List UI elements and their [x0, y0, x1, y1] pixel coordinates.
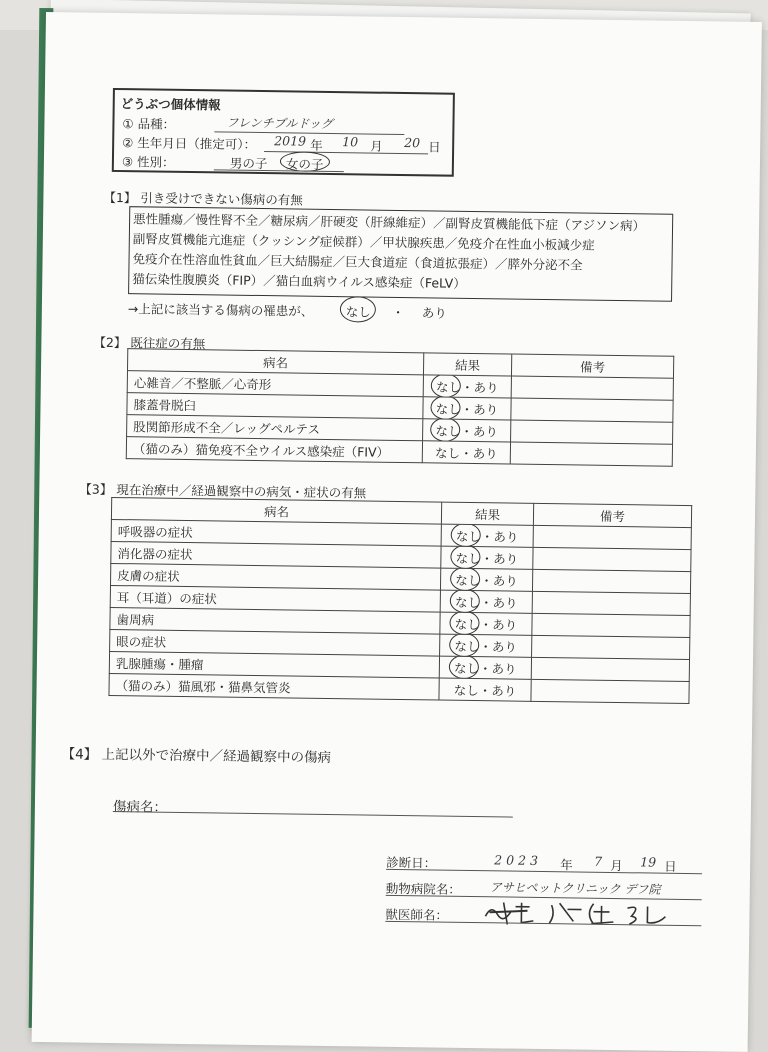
section3-row-name: 眼の症状 — [110, 629, 440, 656]
section2-row-name: （猫のみ）猫免疫不全ウイルス感染症（FIV） — [126, 437, 422, 463]
section3-row-result — [440, 634, 532, 657]
result-yes: あり — [492, 616, 518, 633]
section2-row-result — [423, 419, 511, 442]
result-yes: あり — [492, 572, 518, 589]
result-none: なし — [453, 660, 480, 676]
footer-date-day-unit: 日 — [664, 858, 677, 874]
footer-hospital-label: 動物病院名： — [385, 880, 461, 897]
breed-label: ① 品種： — [122, 116, 176, 132]
section4-disease-label: 傷病名： — [112, 799, 168, 816]
result-sep: ・ — [460, 423, 474, 439]
section1-answer-sep: ・ — [391, 304, 405, 321]
section1-answer-none: なし — [345, 304, 371, 320]
footer-date-month: 7 — [594, 853, 603, 869]
section1-disease-box — [128, 206, 673, 302]
result-sep: ・ — [480, 528, 494, 544]
section2-row-note — [511, 398, 673, 422]
footer-date-month-unit: 月 — [610, 857, 623, 874]
result-none: なし — [455, 550, 481, 566]
result-none: なし — [454, 638, 480, 654]
result-yes: あり — [473, 401, 499, 417]
birth-year: 2019 — [274, 133, 307, 149]
section2-col-result: 結果 — [423, 353, 511, 376]
section3-row-note — [531, 657, 689, 681]
footer-date-underline — [386, 869, 702, 874]
section4-disease-underline — [113, 811, 513, 818]
result-none: なし — [454, 616, 480, 632]
footer-date-label: 診断日： — [386, 854, 437, 871]
section4-heading: 【4】 上記以外で治療中／経過観察中の傷病 — [61, 746, 332, 767]
birth-day: 20 — [404, 135, 421, 151]
form-sheet — [32, 12, 762, 1052]
section2-row-name: 膝蓋骨脱臼 — [127, 393, 423, 419]
section1-line-1: 悪性腫瘍／慢性腎不全／糖尿病／肝硬変（肝線維症）／副腎皮質機能低下症（アジソン病） — [133, 211, 646, 234]
result-sep: ・ — [479, 616, 493, 632]
info-title: どうぶつ個体情報 — [120, 96, 221, 113]
result-yes: あり — [491, 682, 517, 699]
result-none: なし — [455, 528, 482, 544]
result-yes: あり — [472, 445, 498, 461]
footer-date-year-unit: 年 — [560, 857, 573, 873]
result-sep: ・ — [478, 682, 492, 698]
section3-row-note — [532, 613, 690, 637]
section3-row-name: 呼吸器の症状 — [111, 519, 441, 546]
section3-row-note — [533, 547, 691, 571]
footer-hospital-value: アサヒペットクリニック デフ院 — [489, 880, 661, 897]
section3-row-result — [440, 568, 532, 591]
footer-date-day: 19 — [640, 854, 657, 870]
section2-row-result — [423, 397, 511, 420]
sex-male: 男の子 — [229, 155, 268, 172]
section3-row-result — [440, 612, 532, 635]
result-yes: あり — [493, 528, 519, 545]
section3-row-result — [441, 524, 533, 547]
result-yes: あり — [473, 379, 499, 395]
section3-col-result: 結果 — [441, 502, 533, 525]
section3-row-note — [531, 679, 689, 703]
result-sep: ・ — [479, 638, 493, 654]
birth-month: 10 — [342, 134, 359, 150]
result-none: なし — [453, 682, 479, 698]
result-yes: あり — [493, 550, 519, 567]
section2-col-name: 病名 — [128, 349, 424, 375]
section3-row-name: （猫のみ）猫風邪・猫鼻気管炎 — [109, 673, 439, 700]
section1-none-circle — [340, 296, 376, 323]
result-sep: ・ — [480, 550, 494, 566]
section3-heading: 【3】 現在治療中／経過観察中の病気・症状の有無 — [79, 481, 367, 501]
result-none: なし — [455, 572, 481, 588]
section3-row-note — [532, 635, 690, 659]
result-sep: ・ — [479, 594, 493, 610]
section3-row-name: 乳腺腫瘍・腫瘤 — [109, 651, 439, 678]
birth-label: ② 生年月日（推定可）： — [122, 135, 257, 152]
section1-answer-prefix: →上記に該当する傷病の罹患が、 — [127, 301, 314, 319]
section2-row-note — [511, 420, 673, 444]
section2-row-note — [511, 376, 673, 400]
result-yes: あり — [491, 660, 517, 677]
section2-row-result — [423, 375, 511, 398]
section1-line-3: 免疫介在性溶血性貧血／巨大結腸症／巨大食道症（食道拡張症）／膵外分泌不全 — [132, 251, 583, 273]
section3-row-name: 耳（耳道）の症状 — [110, 585, 440, 612]
section2-row-note — [510, 442, 672, 466]
section2-col-note: 備考 — [511, 354, 673, 378]
section3-row-note — [532, 569, 690, 593]
section2-row-name: 股関節形成不全／レッグペルテス — [127, 415, 423, 441]
result-none: なし — [435, 378, 462, 395]
result-none: なし — [435, 400, 461, 417]
section2-row-name: 心雑音／不整脈／心奇形 — [127, 371, 423, 397]
sex-female-circle — [280, 151, 330, 172]
section2-table — [126, 348, 674, 467]
result-sep: ・ — [460, 379, 474, 395]
section1-line-4: 猫伝染性腹膜炎（FIP）／猫白血病ウイルス感染症（FeLV） — [132, 271, 466, 291]
result-yes: あり — [472, 423, 499, 439]
section3-row-note — [533, 525, 691, 549]
result-sep: ・ — [479, 660, 492, 676]
section3-row-name: 皮膚の症状 — [110, 563, 440, 590]
section3-row-name: 歯周病 — [110, 607, 440, 634]
section1-answer-yes: あり — [421, 305, 447, 321]
result-none: なし — [435, 422, 461, 439]
section1-line-2: 副腎皮質機能亢進症（クッシング症候群）／甲状腺疾患／免疫介在性血小板減少症 — [132, 231, 595, 253]
birth-day-unit: 日 — [428, 139, 441, 155]
section3-row-result — [440, 590, 532, 613]
section3-row-result — [439, 656, 531, 679]
section2-heading: 【2】 既往症の有無 — [93, 334, 206, 352]
animal-info-box — [112, 88, 455, 177]
section3-row-result — [439, 678, 531, 701]
footer-date-year: 2023 — [494, 852, 543, 869]
result-yes: あり — [492, 594, 518, 611]
result-sep: ・ — [460, 445, 473, 461]
footer-vet-label: 獣医師名： — [385, 906, 449, 923]
result-none: なし — [435, 444, 461, 461]
result-sep: ・ — [460, 401, 474, 417]
sex-label: ③ 性別： — [121, 154, 175, 170]
result-sep: ・ — [480, 572, 493, 588]
sex-female: 女の子 — [285, 156, 324, 172]
vet-signature — [481, 896, 701, 931]
section3-row-note — [532, 591, 690, 615]
breed-value: フレンチブルドッグ — [226, 115, 333, 132]
section2-row-result — [422, 441, 510, 464]
birth-month-unit: 月 — [370, 138, 383, 154]
birth-year-unit: 年 — [310, 137, 323, 153]
section3-col-note: 備考 — [533, 503, 691, 527]
section3-row-name: 消化器の症状 — [111, 541, 441, 568]
section1-heading: 【1】 引き受けできない傷病の有無 — [103, 189, 303, 208]
section3-col-name: 病名 — [111, 497, 441, 524]
result-yes: あり — [491, 638, 518, 655]
section3-row-result — [441, 546, 533, 569]
section3-table — [108, 497, 692, 704]
result-none: なし — [454, 594, 481, 610]
